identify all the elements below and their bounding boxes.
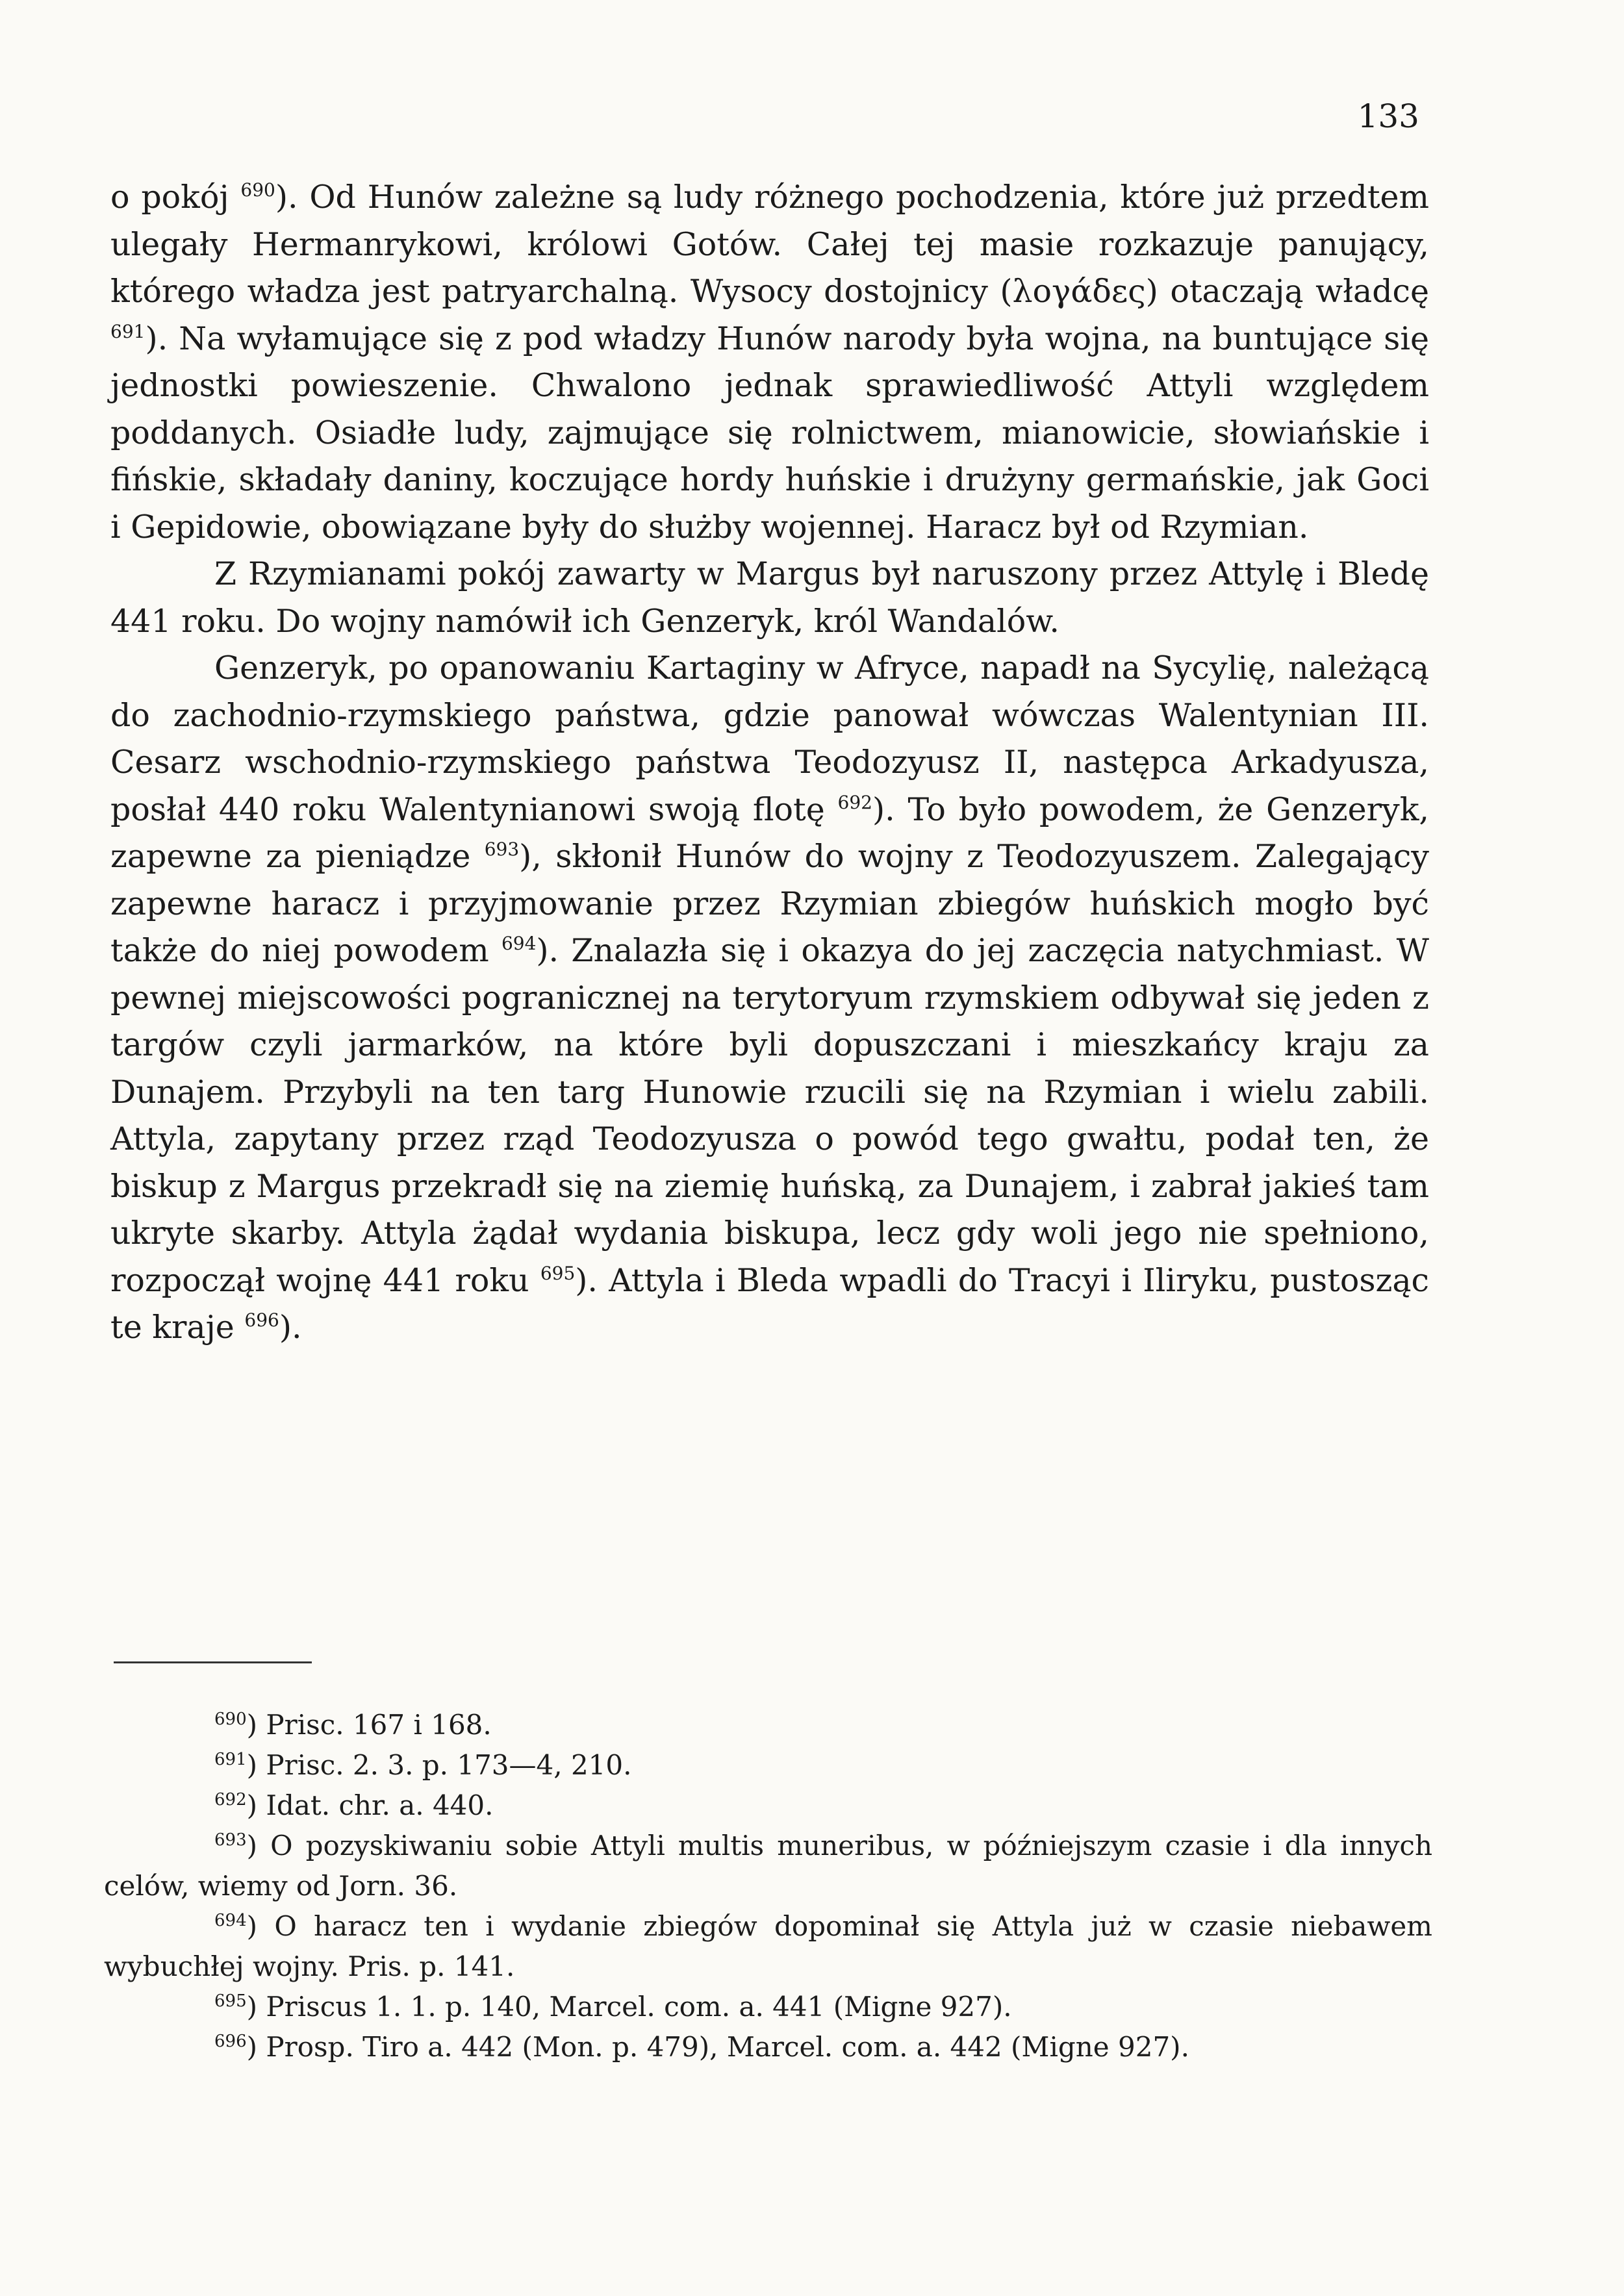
- footnote-ref-696: 696: [244, 1309, 279, 1331]
- footnote-number: 693: [214, 1830, 247, 1850]
- footnote-number: 691: [214, 1750, 247, 1769]
- text-segment: ). Attyla i Bleda wpadli do Tracyi i Iliryku, pustosząc te kraje: [110, 1261, 1429, 1346]
- footnote-number: 692: [214, 1790, 247, 1810]
- footnote-691: [104, 1745, 1432, 1785]
- footnote-number: 695: [214, 1991, 247, 2011]
- footnote-text: ) Idat. chr. a. 440.: [246, 1789, 494, 1821]
- footnote-ref-692: 692: [837, 791, 872, 813]
- footnote-ref-690: 690: [240, 179, 275, 201]
- footnote-text: ) O haracz ten i wydanie zbiegów dopominał się Attyla już w czasie niebawem wybuchłej wojny. Pris. p. 141.: [104, 1910, 1432, 1982]
- footnote-text: ) Prisc. 167 i 168.: [246, 1709, 492, 1741]
- text-segment: ). Na wyłamujące się z pod władzy Hunów narody była wojna, na buntujące się jednostki powieszenie. Chwalono jednak sprawiedliwość Attyli względem poddanych. Osiadłe ludy, zajmujące się rolnictwem, mianowicie, słowiańskie i fińskie, składały daniny, koczujące hordy huńskie i drużyny germańskie, jak Goci i Gepidowie, obowiązane były do służby wojennej. Haracz był od Rzymian.: [110, 320, 1429, 546]
- text-segment: ). Od Hunów zależne są ludy różnego pochodzenia, które już przedtem ulegały Hermanrykowi, królowi Gotów. Całej tej masie rozkazuje panujący, którego władza jest patryarchalną. Wysocy dostojnicy (λογάδες) otaczają władcę: [110, 179, 1430, 310]
- text-segment: o pokój: [110, 179, 241, 216]
- footnote-text: ) Prosp. Tiro a. 442 (Mon. p. 479), Marcel. com. a. 442 (Migne 927).: [246, 2031, 1189, 2063]
- footnote-ref-693: 693: [484, 839, 520, 860]
- footnote-text: ) O pozyskiwaniu sobie Attyli multis muneribus, w późniejszym czasie i dla innych celów, wiemy od Jorn. 36.: [104, 1830, 1432, 1902]
- text-segment: ).: [279, 1309, 302, 1346]
- text-segment: ). To było powodem, że Genzeryk, zapewne za pieniądze: [110, 790, 1429, 875]
- footnote-693: [104, 1826, 1432, 1906]
- footnote-text: ) Priscus 1. 1. p. 140, Marcel. com. a. 441 (Migne 927).: [246, 1991, 1012, 2023]
- main-text: [110, 174, 1429, 1352]
- paragraph-1: [110, 174, 1429, 551]
- footnote-695: [104, 1987, 1432, 2027]
- footnote-number: 696: [214, 2032, 247, 2051]
- footnote-text: ) Prisc. 2. 3. p. 173—4, 210.: [246, 1749, 632, 1781]
- page-number: 133: [1357, 97, 1419, 135]
- paragraph-3: [110, 645, 1429, 1352]
- text-segment: ), skłonił Hunów do wojny z Teodozyuszem. Zalegający zapewne haracz i przyjmowanie przez Rzymian zbiegów huńskich mogło być także do niej powodem: [110, 838, 1429, 969]
- footnotes: [104, 1705, 1432, 2067]
- footnote-ref-695: 695: [540, 1262, 576, 1284]
- footnote-divider: [114, 1661, 312, 1663]
- footnote-ref-694: 694: [501, 933, 537, 954]
- paragraph-2: [110, 551, 1429, 645]
- footnote-number: 694: [214, 1911, 247, 1930]
- footnote-number: 690: [214, 1709, 247, 1729]
- text-segment: ). Znalazła się i okazya do jej zaczęcia natychmiast. W pewnej miejscowości pogranicznej na terytoryum rzymskiem odbywał się jeden z targów czyli jarmarków, na które byli dopuszczani i mieszkańcy kraju za Dunajem. Przybyli na ten targ Hunowie rzucili się na Rzymian i wielu zabili. Attyla, zapytany przez rząd Teodozyusza o powód tego gwałtu, podał ten, że biskup z Margus przekradł się na ziemię huńską, za Dunajem, i zabrał jakieś tam ukryte skarby. Attyla żądał wydania biskupa, lecz gdy woli jego nie spełniono, rozpoczął wojnę 441 roku: [110, 932, 1430, 1299]
- footnote-696: [104, 2027, 1432, 2067]
- text-segment: Genzeryk, po opanowaniu Kartaginy w Afryce, napadł na Sycylię, należącą do zachodnio-rzymskiego państwa, gdzie panował wówczas Walentynian III. Cesarz wschodnio-rzymskiego państwa Teodozyusz II, następca Arkadyusza, posłał 440 roku Walentynianowi swoją flotę: [110, 650, 1429, 828]
- footnote-692: [104, 1785, 1432, 1826]
- footnote-ref-691: 691: [110, 320, 146, 342]
- text-segment: Z Rzymianami pokój zawarty w Margus był naruszony przez Attylę i Bledę 441 roku. Do wojny namówił ich Genzeryk, król Wandalów.: [110, 555, 1429, 640]
- footnote-690: [104, 1705, 1432, 1745]
- footnote-694: [104, 1906, 1432, 1987]
